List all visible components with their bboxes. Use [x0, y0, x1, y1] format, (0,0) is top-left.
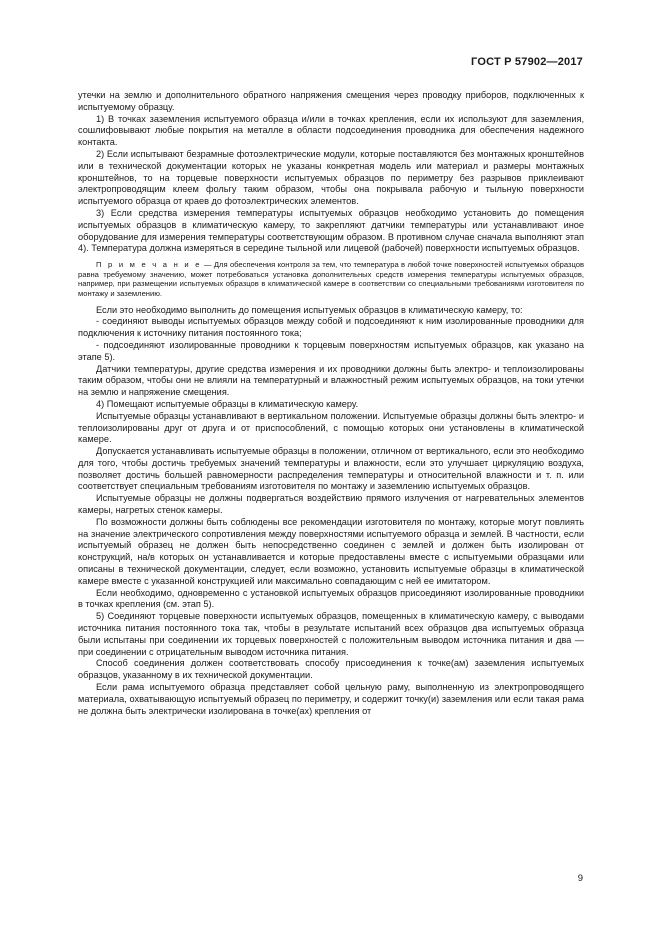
note-text: — Для обеспечения контроля за тем, что температура в любой точке поверхностей испытуемых образцов равна требуемому значению, может потребоваться установка дополнительных средств измерения температуры испытуемых образцов, например, при размещении испытуемых образцов в климатической камере в соответствии со специальными требованиями изготовителя по монтажу и заземлению. — [78, 260, 584, 298]
paragraph: Способ соединения должен соответствовать способу присоединения к точке(ам) заземления испытуемых образцов, указанному в их технической документации. — [78, 658, 584, 681]
paragraph: Испытуемые образцы устанавливают в вертикальном положении. Испытуемые образцы должны быть электро- и теплоизолированы друг от друга и от приспособлений, с помощью которых они установлены в климатической камере. — [78, 410, 584, 445]
list-item: - соединяют выводы испытуемых образцов между собой и подсоединяют к ним изолированные проводники для подключения к источнику питания постоянного тока; — [78, 316, 584, 339]
paragraph: Если рама испытуемого образца представляет собой цельную раму, выполненную из электропроводящего материала, охватывающую испытуемый образец по периметру, и содержит точку(и) заземления или если такая рама не должна быть электрически изолирована в точке(ах) крепления от — [78, 682, 584, 716]
paragraph: Если необходимо, одновременно с установкой испытуемых образцов присоединяют изолированные проводники в точках крепления (см. этап 5). — [78, 587, 584, 610]
paragraph: 4) Помещают испытуемые образцы в климатическую камеру. — [96, 398, 359, 409]
paragraph: Датчики температуры, другие средства измерения и их проводники должны быть электро- и теплоизолированы таким образом, чтобы они не влияли на температурный и влажностный режим испытуемых образцов, на токи утечки на землю и напряжение смещения. — [78, 363, 584, 398]
standard-header: ГОСТ Р 57902—2017 — [471, 56, 583, 68]
paragraph: утечки на землю и дополнительного обратного напряжения смещения через проводку приборов, подключенных к испытуемому образцу. — [78, 90, 584, 112]
paragraph: Допускается устанавливать испытуемые образцы в положении, отличном от вертикального, если это необходимо для того, чтобы достичь требуемых значений температуры и влажности, если это улучшает циркуляцию воздуха, позволяет достичь большей равномерности распределения температуры и относительной влажности и т. п. или соответствует специальным требованиям изготовителя по монтажу и заземлению испытуемых образцов. — [78, 446, 584, 492]
paragraph: 1) В точках заземления испытуемого образца и/или в точках крепления, если их используют для заземления, сошлифовывают любые покрытия на металле в области подсоединения проводника для обеспечения надежного контакта. — [78, 113, 584, 148]
note — [78, 260, 584, 298]
paragraph: Испытуемые образцы не должны подвергаться воздействию прямого излучения от нагревательных элементов камеры, нагретых стенок камеры. — [78, 493, 584, 516]
paragraph: 3) Если средства измерения температуры испытуемых образцов необходимо установить до помещения испытуемых образцов в климатическую камеру, то закрепляют датчики температуры или устанавливают иное оборудование для измерения температуры соответствующим образом. В противном случае сначала выполняют этап 4). Температура должна измеряться в середине тыльной или лицевой (рабочей) поверхности испытуемых образцов. — [78, 207, 584, 254]
paragraph: 2) Если испытывают безрамные фотоэлектрические модули, которые поставляются без монтажных кронштейнов или в технической документации которых не указаны конкретная модель или материал и размеры монтажных кронштейнов, то на торцевые поверхности испытуемых образцов по периметру без разрывов приклеивают электропроводящим клеем фольгу таким образом, чтобы она покрывала рабочую и тыльную поверхности испытуемого образца от краев до фотоэлектрических элементов. — [78, 148, 584, 207]
list-item: - подсоединяют изолированные проводники к торцевым поверхностям испытуемых образцов, как указано на этапе 5). — [78, 339, 584, 362]
page-number: 9 — [577, 873, 583, 884]
paragraph: По возможности должны быть соблюдены все рекомендации изготовителя по монтажу, которые могут повлиять на значение электрического сопротивления между поверхностями испытуемого образца и землей. В частности, если испытуемый образец не должен быть непосредственно соединен с землей и должен быть изолирован от конструкций, на/в которых он устанавливается и которые предоставлены вместе с испытуемыми образцами или описаны в технической документации, следует, если возможно, установить испытуемые образцы в климатической камере вместе с указанной конструкцией или максимально совпадающим с ней ее имитатором. — [78, 516, 584, 586]
paragraph: Если это необходимо выполнить до помещения испытуемых образцов в климатическую камеру, то: — [96, 304, 523, 315]
note-label: П р и м е ч а н и е — [96, 260, 202, 270]
document-body — [78, 90, 584, 717]
paragraph: 5) Соединяют торцевые поверхности испытуемых образцов, помещенных в климатическую камеру, с выводами источника питания постоянного тока так, чтобы в результате испытаний всех образцов два испытуемых образца были испытаны при соединении их торцевых поверхностей с положительным выводом источника питания и два — при соединении с отрицательным выводом источника питания. — [78, 611, 584, 657]
